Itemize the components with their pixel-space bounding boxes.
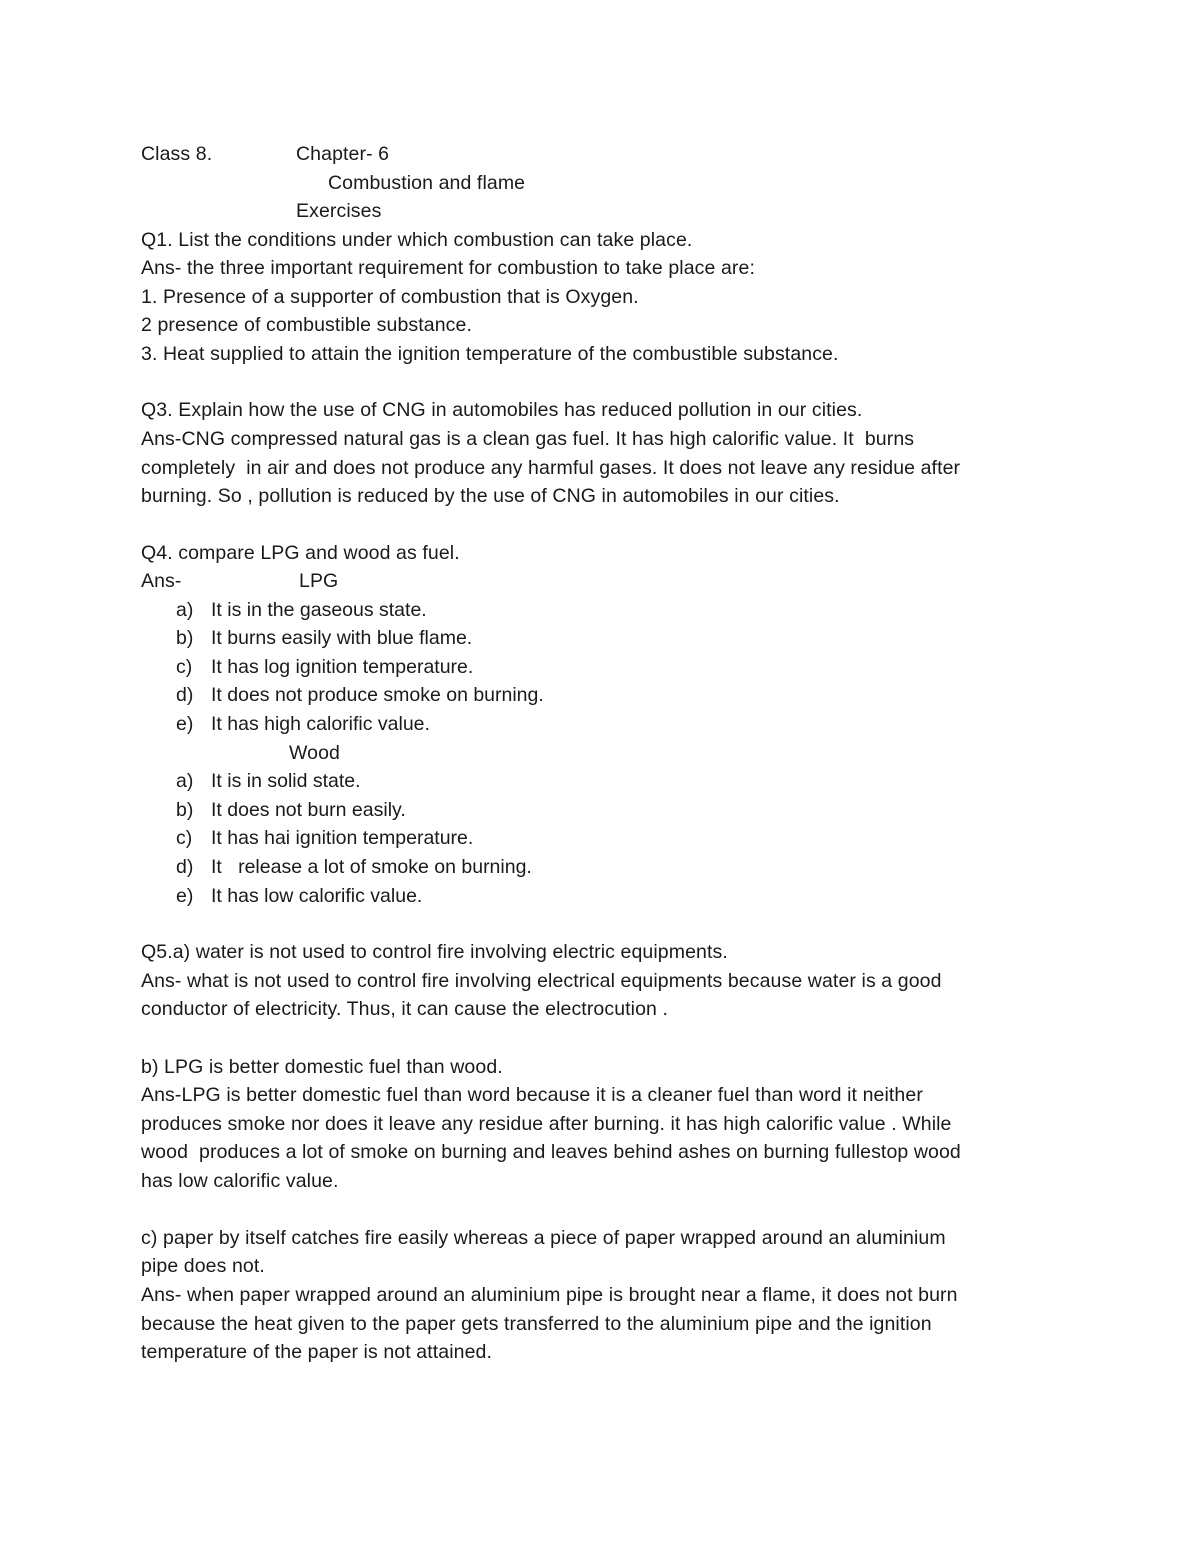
list-text: It does not produce smoke on burning. [211, 684, 544, 706]
list-label: e) [176, 885, 194, 907]
list-label: e) [176, 713, 194, 735]
q5b-answer-line: Ans-LPG is better domestic fuel than word because it is a cleaner fuel than word it neither [141, 1084, 923, 1106]
list-text: It has log ignition temperature. [211, 656, 474, 678]
q3-answer-line: Ans-CNG compressed natural gas is a clean gas fuel. It has high calorific value. It burns [141, 428, 915, 450]
chapter-label: Chapter- 6 [296, 143, 390, 165]
q5b-question: b) LPG is better domestic fuel than wood. [141, 1056, 503, 1078]
q1-answer-intro: Ans- the three important requirement for combustion to take place are: [141, 257, 755, 279]
q5b-answer-line: has low calorific value. [141, 1170, 339, 1192]
q3-answer-line: completely in air and does not produce any harmful gases. It does not leave any residue after [141, 457, 961, 479]
list-text: It has high calorific value. [211, 713, 430, 735]
wood-list-item [176, 769, 361, 793]
q5c-question-line: pipe does not. [141, 1255, 265, 1277]
wood-list-item [176, 826, 473, 850]
q5c-question-line: c) paper by itself catches fire easily whereas a piece of paper wrapped around an aluminium [141, 1227, 946, 1249]
lpg-list-item [176, 626, 472, 650]
list-label: d) [176, 856, 194, 878]
wood-heading: Wood [289, 742, 340, 764]
section-heading: Exercises [296, 200, 382, 222]
q4-question: Q4. compare LPG and wood as fuel. [141, 542, 460, 564]
q5c-answer-line: temperature of the paper is not attained. [141, 1341, 492, 1363]
lpg-heading: LPG [299, 570, 339, 592]
q5c-answer-line: because the heat given to the paper gets transferred to the aluminium pipe and the ignition [141, 1313, 932, 1335]
list-text: It has low calorific value. [211, 885, 423, 907]
lpg-list-item [176, 712, 430, 736]
q5b-answer-line: wood produces a lot of smoke on burning and leaves behind ashes on burning fullestop wood [141, 1141, 961, 1163]
wood-list-item [176, 884, 422, 908]
wood-list-item [176, 798, 406, 822]
lpg-list-item [176, 683, 544, 707]
lpg-list-item [176, 598, 427, 622]
lpg-list-item [176, 655, 473, 679]
q5a-question: Q5.a) water is not used to control fire involving electric equipments. [141, 941, 728, 963]
list-label: c) [176, 827, 193, 849]
list-text: It is in the gaseous state. [211, 599, 427, 621]
q5c-answer-line: Ans- when paper wrapped around an aluminium pipe is brought near a flame, it does not burn [141, 1284, 958, 1306]
list-text: It release a lot of smoke on burning. [211, 856, 532, 878]
wood-list-item [176, 855, 532, 879]
q4-ans-label: Ans- [141, 570, 182, 592]
list-text: It burns easily with blue flame. [211, 627, 473, 649]
chapter-title: Combustion and flame [328, 172, 526, 194]
q1-point: 3. Heat supplied to attain the ignition temperature of the combustible substance. [141, 343, 839, 365]
list-label: b) [176, 799, 194, 821]
list-label: c) [176, 656, 193, 678]
q1-point: 2 presence of combustible substance. [141, 314, 472, 336]
list-text: It has hai ignition temperature. [211, 827, 474, 849]
q1-point: 1. Presence of a supporter of combustion that is Oxygen. [141, 286, 639, 308]
list-text: It is in solid state. [211, 770, 361, 792]
list-label: d) [176, 684, 194, 706]
q1-question: Q1. List the conditions under which combustion can take place. [141, 229, 693, 251]
class-label: Class 8. [141, 143, 213, 165]
q5a-answer-line: Ans- what is not used to control fire involving electrical equipments because water is a good [141, 970, 942, 992]
list-label: b) [176, 627, 194, 649]
q3-answer-line: burning. So , pollution is reduced by the use of CNG in automobiles in our cities. [141, 485, 840, 507]
list-label: a) [176, 770, 194, 792]
q5a-answer-line: conductor of electricity. Thus, it can cause the electrocution . [141, 998, 669, 1020]
list-label: a) [176, 599, 194, 621]
q5b-answer-line: produces smoke nor does it leave any residue after burning. it has high calorific value . While [141, 1113, 952, 1135]
list-text: It does not burn easily. [211, 799, 406, 821]
q3-question: Q3. Explain how the use of CNG in automobiles has reduced pollution in our cities. [141, 399, 863, 421]
